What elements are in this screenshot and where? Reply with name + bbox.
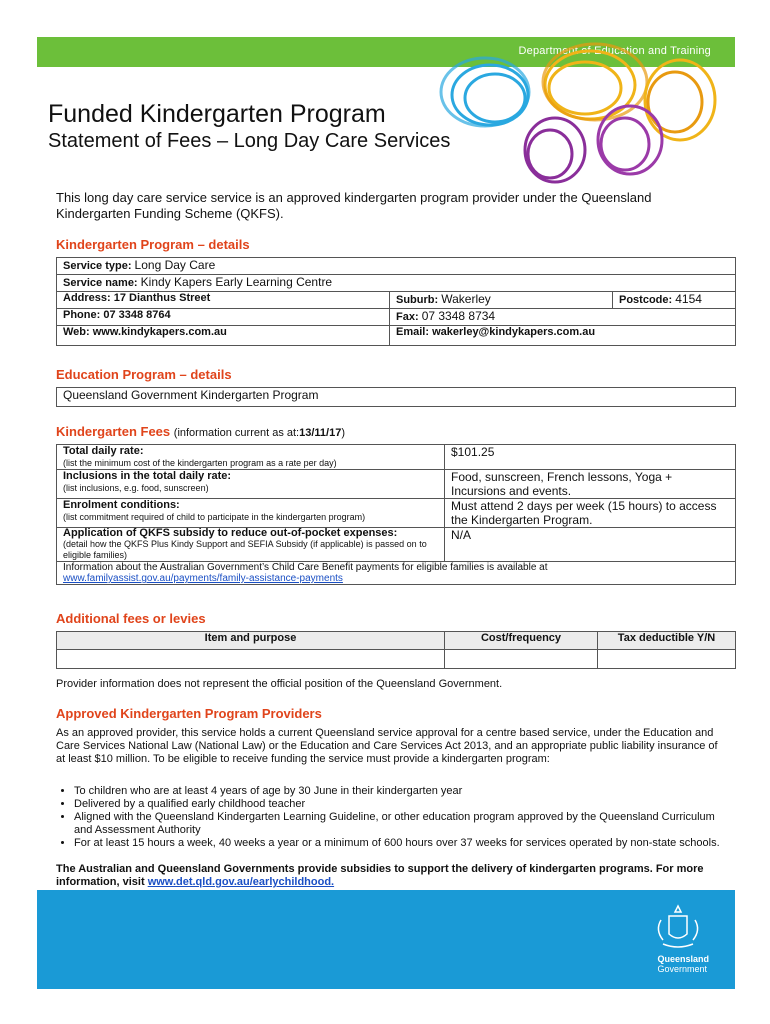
suburb-value: Wakerley — [441, 292, 491, 306]
col-tax: Tax deductible Y/N — [598, 632, 736, 650]
fees-date: 13/11/17 — [299, 427, 342, 439]
fee-row: Total daily rate: (list the minimum cost of the kindergarten program as a rate per day) $101.25 — [57, 445, 736, 470]
approved-heading: Approved Kindergarten Program Providers — [56, 706, 322, 721]
closing-text: The Australian and Queensland Governments provide subsidies to support the delivery of kindergarten programs. For more information, visit www.det.qld.gov.au/earlychildhood. — [56, 863, 704, 888]
department-name: Department of Education and Training — [518, 45, 711, 57]
additional-fees-table — [56, 631, 736, 669]
ccb-text: Information about the Australian Government’s Child Care Benefit payments for eligible families is available at — [63, 562, 548, 573]
education-program-value: Queensland Government Kindergarten Program — [57, 388, 736, 407]
address-value: 17 Dianthus Street — [113, 292, 211, 304]
service-type-cell: Service type: Long Day Care — [57, 258, 736, 275]
list-item: • Delivered by a qualified early childhood teacher — [74, 798, 734, 811]
intro-text: This long day care service service is an approved kindergarten program provider under the Queensland Kindergarten Funding Scheme (QKFS). — [56, 190, 652, 221]
service-type-value: Long Day Care — [134, 258, 216, 272]
approved-paragraph: As an approved provider, this service holds a current Queensland service approval for a centre based service, under the Education and Care Services National Law (National Law) or the Education and Care Services Act 2013, and an appropriate public liability insurance of at least $10 million. To be eligible to receive funding the service must provide a kindergarten program: — [56, 727, 718, 765]
list-item: • For at least 15 hours a week, 40 weeks a year or a minimum of 600 hours over 37 weeks for services operated by non-state schools. — [74, 837, 734, 850]
det-link[interactable]: www.det.qld.gov.au/earlychildhood. — [147, 876, 335, 888]
email-cell: Email: wakerley@kindykapers.com.au — [390, 326, 736, 346]
page-title: Funded Kindergarten Program — [48, 100, 386, 128]
suburb-cell: Suburb: Wakerley — [390, 292, 613, 309]
decorative-swirls — [380, 40, 730, 200]
program-details-table — [56, 257, 736, 346]
page-subtitle: Statement of Fees – Long Day Care Services — [48, 130, 451, 152]
service-name-value: Kindy Kapers Early Learning Centre — [140, 275, 333, 289]
cost-cell[interactable] — [445, 650, 598, 669]
item-cell[interactable] — [57, 650, 445, 669]
service-name-cell: Service name: Kindy Kapers Early Learning Centre — [57, 275, 736, 292]
tax-cell[interactable] — [598, 650, 736, 669]
col-cost: Cost/frequency — [445, 632, 598, 650]
ccb-row — [57, 562, 736, 585]
phone-value: 07 3348 8764 — [103, 309, 171, 321]
postcode-value: 4154 — [675, 292, 702, 306]
footer-band — [37, 890, 735, 989]
phone-cell: Phone: 07 3348 8764 — [57, 309, 390, 326]
additional-fees-heading: Additional fees or levies — [56, 611, 206, 626]
fax-value: 07 3348 8734 — [421, 309, 496, 323]
postcode-cell: Postcode: 4154 — [613, 292, 736, 309]
fee-row: Application of QKFS subsidy to reduce out-of-pocket expenses: (detail how the QKFS Plus Kindy Support and SEFIA Subsidy (if applicable) is passed on to eligible families) N/A — [57, 528, 736, 562]
fee-row: Inclusions in the total daily rate: (list inclusions, e.g. food, sunscreen) Food, sunscreen, French lessons, Yoga + Incursions and events. — [57, 470, 736, 499]
web-value[interactable]: www.kindykapers.com.au — [92, 326, 227, 338]
education-program-table — [56, 387, 736, 407]
program-details-heading: Kindergarten Program – details — [56, 237, 250, 252]
approved-bullets — [56, 785, 734, 850]
list-item: • Aligned with the Queensland Kindergarten Learning Guideline, or other education program approved by the Queensland Curriculum and Assessment Authority — [74, 811, 734, 837]
address-cell: Address: 17 Dianthus Street — [57, 292, 390, 309]
disclaimer: Provider information does not represent the official position of the Queensland Government. — [56, 678, 503, 690]
fax-cell: Fax: 07 3348 8734 — [390, 309, 736, 326]
queensland-crest-icon — [649, 902, 707, 952]
qld-logo-text: Queensland Government — [657, 954, 709, 974]
list-item: • To children who are at least 4 years of age by 30 June in their kindergarten year — [74, 785, 734, 798]
email-value[interactable]: wakerley@kindykapers.com.au — [432, 326, 596, 338]
fee-row: Enrolment conditions: (list commitment required of child to participate in the kindergarten program) Must attend 2 days per week (15 hours) to access the Kindergarten Program. — [57, 499, 736, 528]
web-cell: Web: www.kindykapers.com.au — [57, 326, 390, 346]
fees-table — [56, 444, 736, 585]
ccb-link[interactable]: www.familyassist.gov.au/payments/family-assistance-payments — [63, 573, 343, 584]
education-program-heading: Education Program – details — [56, 367, 232, 382]
col-item: Item and purpose — [57, 632, 445, 650]
fees-heading: Kindergarten Fees (information current as at:13/11/17) — [56, 424, 346, 439]
